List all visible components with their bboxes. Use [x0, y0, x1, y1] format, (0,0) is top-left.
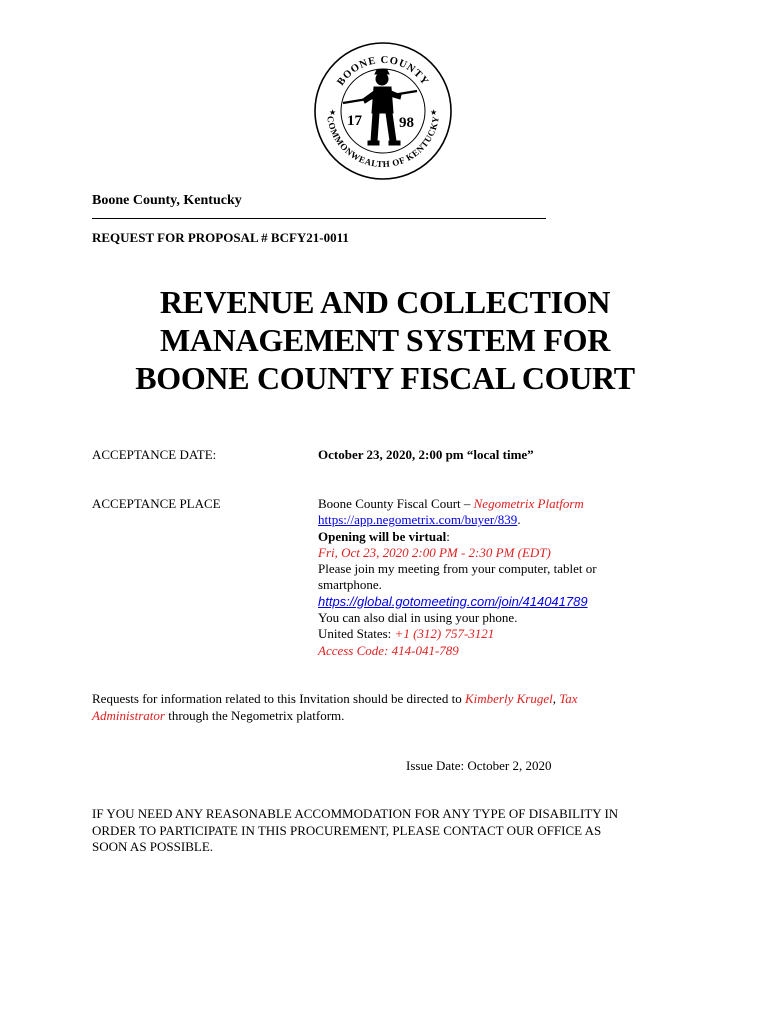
- meeting-link[interactable]: https://global.gotomeeting.com/join/414041789: [318, 593, 588, 609]
- place-prefix: Boone County Fiscal Court –: [318, 496, 474, 511]
- county-name: Boone County, Kentucky: [92, 193, 242, 208]
- contact-title-part1: Tax: [559, 691, 578, 706]
- accommodation-line-1: IF YOU NEED ANY REASONABLE ACCOMMODATION FOR ANY TYPE OF DISABILITY IN: [92, 806, 619, 821]
- accommodation-line-2: ORDER TO PARTICIPATE IN THIS PROCUREMENT, PLEASE CONTACT OUR OFFICE AS: [92, 822, 602, 838]
- title-line-1: REVENUE AND COLLECTION: [159, 284, 611, 320]
- seal-top-text: BOONE COUNTY: [335, 54, 431, 88]
- us-label: United States:: [318, 626, 395, 642]
- acceptance-date-label: ACCEPTANCE DATE:: [92, 447, 217, 462]
- us-phone: +1 (312) 757-3121: [394, 626, 495, 642]
- meeting-time: Fri, Oct 23, 2020 2:00 PM - 2:30 PM (EDT): [318, 544, 551, 560]
- requests-paragraph: [92, 690, 652, 724]
- acceptance-date-value: October 23, 2020, 2:00 pm “local time”: [318, 447, 534, 462]
- opening-colon: :: [446, 528, 450, 544]
- boone-county-seal: [313, 41, 453, 181]
- access-code: Access Code: 414-041-789: [318, 642, 459, 658]
- seal-year-left: 17: [347, 113, 362, 129]
- contact-comma: ,: [552, 691, 560, 706]
- accommodation-notice: [92, 806, 692, 856]
- title-line-3: BOONE COUNTY FISCAL COURT: [135, 360, 635, 396]
- seal-bottom-text: COMMONWEALTH OF KENTUCKY: [325, 115, 441, 170]
- svg-text:★: ★: [329, 108, 337, 117]
- platform-name: Negometrix Platform: [473, 496, 584, 511]
- header-divider: [92, 218, 546, 219]
- issue-date: Issue Date: October 2, 2020: [406, 758, 552, 773]
- contact-name: Kimberly Krugel: [464, 691, 553, 706]
- dial-in-text: You can also dial in using your phone.: [318, 610, 518, 626]
- requests-suffix: through the Negometrix platform.: [164, 708, 345, 723]
- acceptance-place-details: [318, 496, 638, 659]
- seal-year-right: 98: [399, 115, 414, 131]
- document-title: [60, 283, 710, 397]
- acceptance-place-label: ACCEPTANCE PLACE: [92, 496, 221, 511]
- seal-emblem-icon: [313, 41, 453, 181]
- rfp-number: REQUEST FOR PROPOSAL # BCFY21-0011: [92, 230, 349, 245]
- requests-prefix: Requests for information related to this Invitation should be directed to: [92, 691, 465, 706]
- join-instructions-2: smartphone.: [318, 577, 382, 593]
- join-instructions-1: Please join my meeting from your computer, tablet or: [318, 561, 597, 577]
- contact-title-part2: Administrator: [92, 708, 165, 723]
- title-line-2: MANAGEMENT SYSTEM FOR: [159, 322, 611, 358]
- opening-virtual: Opening will be virtual: [318, 528, 447, 544]
- platform-link[interactable]: https://app.negometrix.com/buyer/839: [318, 512, 518, 528]
- svg-text:★: ★: [430, 108, 438, 117]
- platform-link-suffix: .: [517, 512, 521, 528]
- accommodation-line-3: SOON AS POSSIBLE.: [92, 839, 214, 854]
